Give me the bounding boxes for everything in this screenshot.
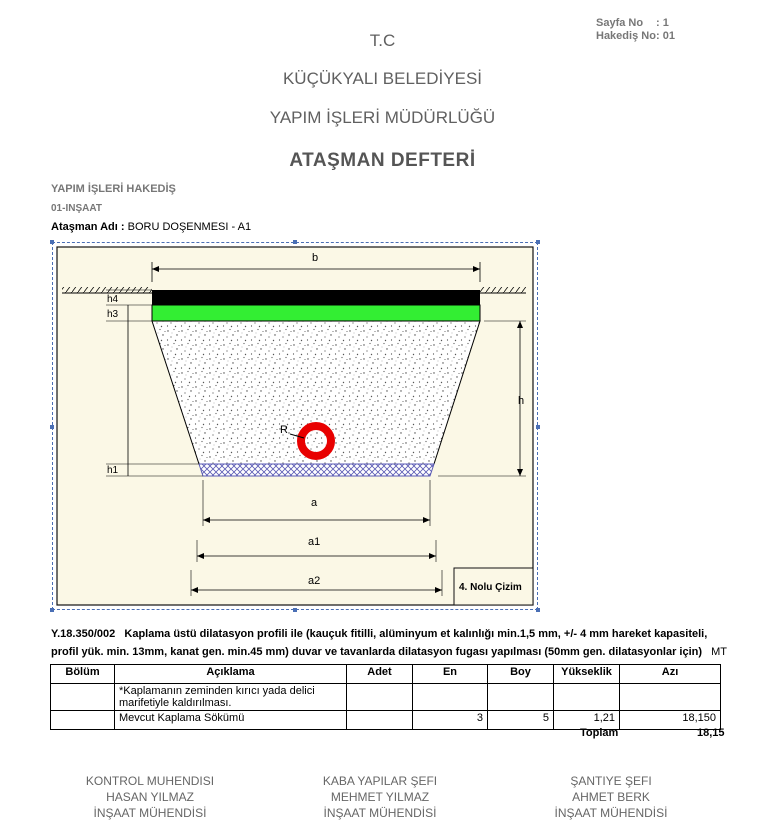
label-b: b [312, 252, 319, 264]
label-a1: a1 [308, 536, 321, 548]
table-cell [620, 684, 721, 711]
label-h4: h4 [107, 294, 119, 305]
column-header: Bölüm [51, 665, 115, 684]
attachment-name [51, 221, 251, 233]
signature-name: AHMET BERK [572, 790, 650, 804]
signature-role: KABA YAPILAR ŞEFI [322, 774, 438, 788]
resize-handle-middle-right[interactable] [536, 425, 540, 429]
table-cell [51, 711, 115, 730]
pipe-bedding [199, 464, 434, 476]
signature-block-site-chief [501, 773, 721, 821]
table-header-row [51, 665, 721, 684]
table-cell [413, 684, 488, 711]
table-cell [554, 684, 620, 711]
progress-payment-label: Hakediş No [596, 30, 656, 42]
item-code: Y.18.350/002 [51, 628, 116, 640]
table-cell [347, 684, 413, 711]
header-tc: T.C [369, 31, 396, 50]
column-header: Boy [488, 665, 554, 684]
column-header: En [413, 665, 488, 684]
item-text: Kaplama üstü dilatasyon profili ile (kauçuk fitilli, alüminyum et kalınlığı min.1,5 mm, +/- 4 mm hareket kapasiteli, profil yük. min. 13mm, kanat gen. min.45 mm) duvar ve tavanlarda dilatasyon fugası yapılması (50mm gen. dilatasyonlar için) [51, 628, 708, 658]
signature-role: KONTROL MUHENDISI [85, 774, 215, 788]
signature-role: ŞANTIYE ŞEFI [570, 774, 652, 788]
resize-handle-bottom-center[interactable] [293, 608, 297, 612]
column-header: Açıklama [115, 665, 347, 684]
document-title: ATAŞMAN DEFTERİ [289, 150, 476, 171]
table-cell: 18,150 [620, 711, 721, 730]
item-description [51, 625, 731, 661]
table-cell: Mevcut Kaplama Sökümü [115, 711, 347, 730]
signature-title: İNŞAAT MÜHENDİSİ [93, 806, 207, 820]
label-h: h [518, 395, 525, 407]
signature-block-structure-chief [270, 773, 490, 821]
asphalt-layer [152, 290, 480, 305]
table-cell: 1,21 [554, 711, 620, 730]
column-header: Adet [347, 665, 413, 684]
table-cell [488, 684, 554, 711]
label-h1: h1 [107, 465, 119, 476]
base-layer [152, 305, 480, 321]
ground-hatch-right [480, 287, 526, 293]
signature-title: İNŞAAT MÜHENDİSİ [323, 806, 437, 820]
trench-cross-section [54, 244, 536, 608]
table-cell: *Kaplamanın zeminden kırıcı yada delici marifetiyle kaldırılması. [115, 684, 347, 711]
signature-name: MEHMET YILMAZ [330, 790, 430, 804]
signature-block-control-engineer [40, 773, 260, 821]
trench-drawing-frame[interactable] [52, 242, 538, 610]
section-subheading: 01-INŞAAT [51, 203, 102, 214]
table-row [51, 684, 721, 711]
signature-name: HASAN YILMAZ [106, 790, 194, 804]
signature-title: İNŞAAT MÜHENDİSİ [554, 806, 668, 820]
resize-handle-bottom-left[interactable] [50, 608, 54, 612]
label-a: a [311, 497, 318, 509]
header-department: YAPIM İŞLERİ MÜDÜRLÜĞÜ [269, 108, 496, 127]
table-cell [347, 711, 413, 730]
column-header: Yükseklik [554, 665, 620, 684]
label-r: R [280, 424, 288, 436]
attachment-name-value: BORU DOŞENMESI - A1 [124, 221, 252, 233]
drawing-caption: 4. Nolu Çizim [459, 582, 522, 593]
progress-payment-value: : 01 [656, 30, 675, 42]
page-number-label: Sayfa No [596, 17, 644, 29]
resize-handle-bottom-right[interactable] [536, 608, 540, 612]
table-cell [51, 684, 115, 711]
quantity-table [50, 664, 721, 730]
table-cell: 5 [488, 711, 554, 730]
table-cell: 3 [413, 711, 488, 730]
item-unit: MT [711, 646, 727, 658]
section-heading: YAPIM İŞLERİ HAKEDİŞ [51, 183, 176, 195]
header-municipality: KÜÇÜKYALI BELEDİYESİ [282, 69, 483, 88]
attachment-name-label: Ataşman Adı : [51, 221, 125, 233]
trench-fill [152, 321, 480, 464]
total-value: 18,15 [697, 727, 725, 739]
column-header: Azı [620, 665, 721, 684]
label-h3: h3 [107, 309, 119, 320]
page-number-value: : 1 [656, 17, 669, 29]
total-label: Toplam [580, 727, 619, 739]
resize-handle-top-right[interactable] [536, 240, 540, 244]
table-row [51, 711, 721, 730]
label-a2: a2 [308, 575, 321, 587]
